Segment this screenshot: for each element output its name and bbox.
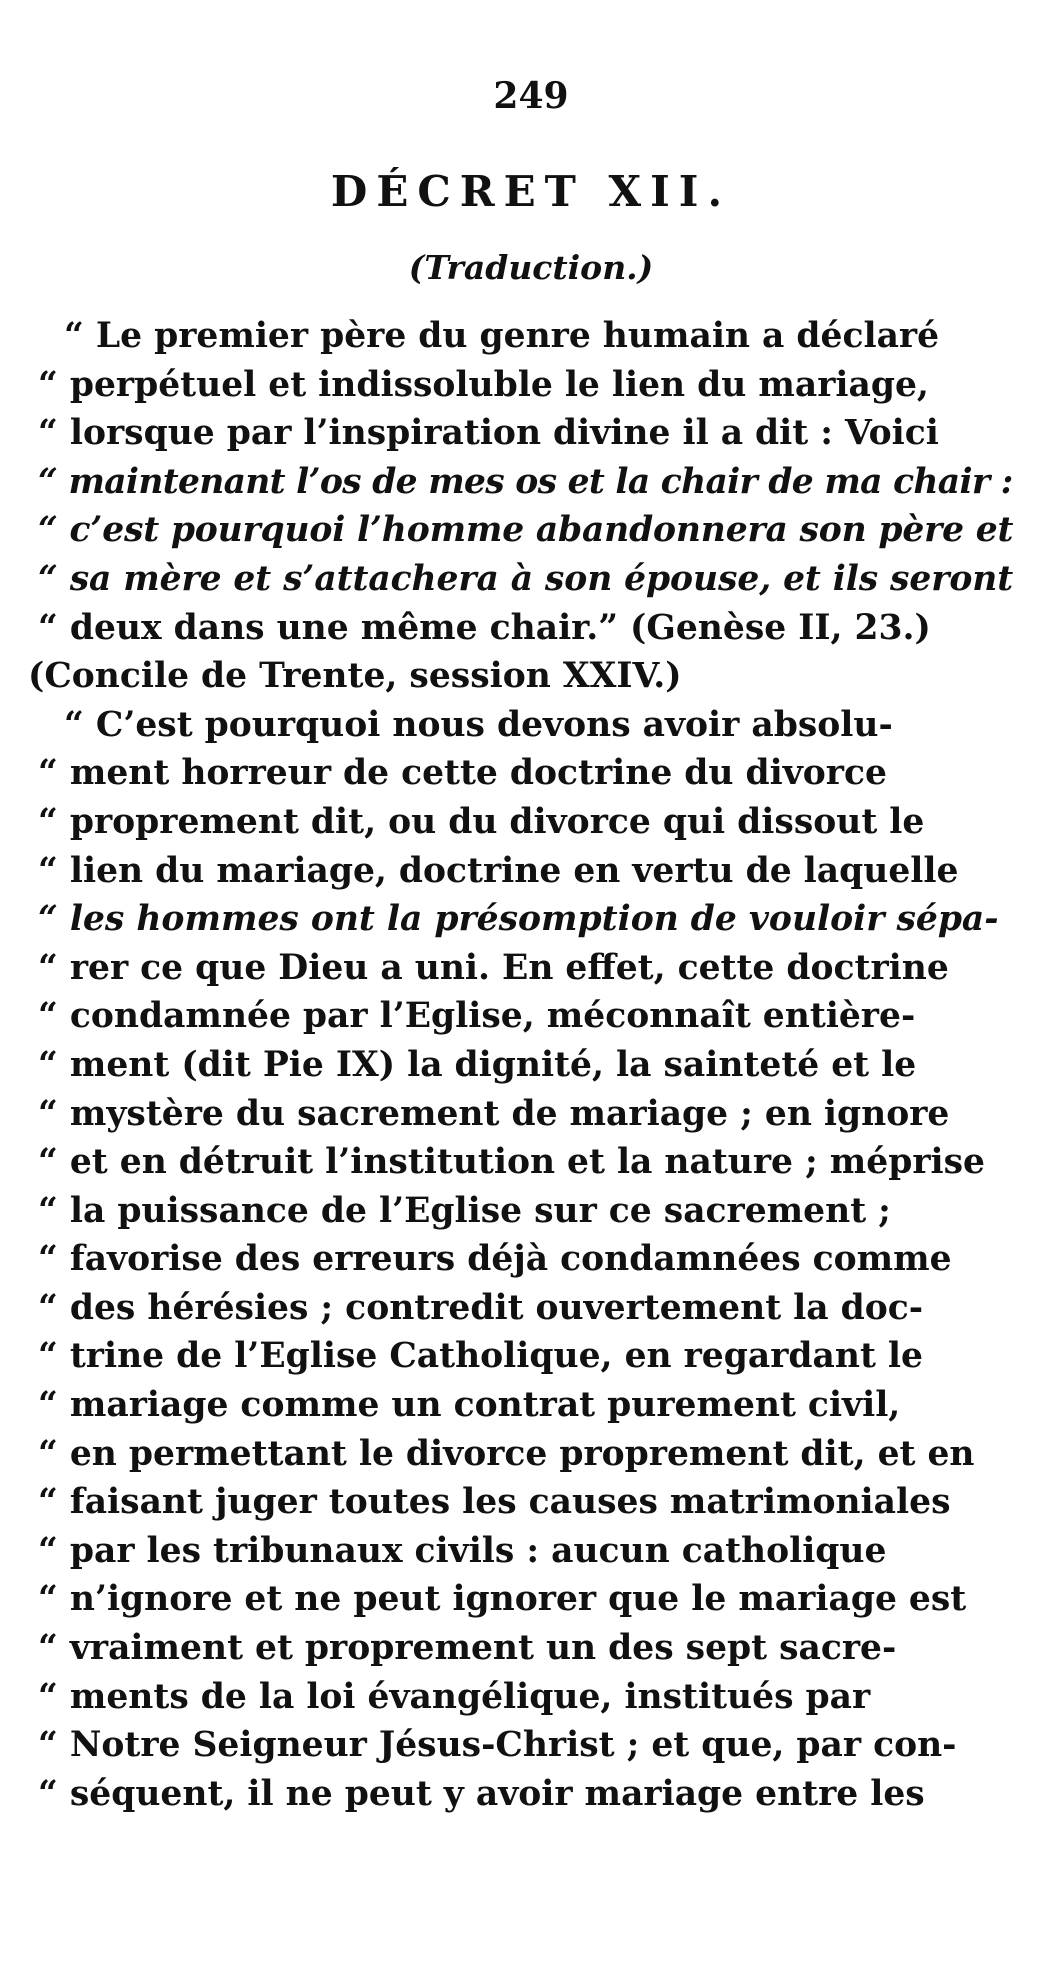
text-line: “ Notre Seigneur Jésus-Christ ; et que, par con- bbox=[38, 1725, 957, 1766]
text-line: “ ment horreur de cette doctrine du divorce bbox=[38, 753, 887, 794]
translation-subtitle: (Traduction.) bbox=[408, 248, 654, 287]
decree-title: DÉCRET XII. bbox=[330, 167, 732, 216]
text-line: “ ments de la loi évangélique, institués par bbox=[38, 1676, 871, 1717]
decree-body-text bbox=[28, 312, 1013, 1818]
text-line: “ la puissance de l’Eglise sur ce sacrement ; bbox=[38, 1190, 891, 1231]
text-line: “ vraiment et proprement un des sept sacre- bbox=[38, 1628, 897, 1669]
text-line: “ deux dans une même chair.” (Genèse II, 23.) bbox=[38, 607, 931, 648]
text-line: “ condamnée par l’Eglise, méconnaît entière- bbox=[38, 996, 916, 1037]
text-line: “ sa mère et s’attachera à son épouse, et ils seront bbox=[38, 558, 1013, 599]
text-line: “ et en détruit l’institution et la nature ; méprise bbox=[38, 1142, 985, 1183]
text-line: “ séquent, il ne peut y avoir mariage entre les bbox=[38, 1773, 925, 1814]
text-line: (Concile de Trente, session XXIV.) bbox=[28, 656, 682, 697]
text-line: “ C’est pourquoi nous devons avoir absolu- bbox=[64, 704, 893, 745]
text-line: “ perpétuel et indissoluble le lien du mariage, bbox=[38, 364, 929, 405]
text-line: “ faisant juger toutes les causes matrimoniales bbox=[38, 1482, 951, 1523]
page-number: 249 bbox=[493, 75, 569, 117]
text-line: “ ment (dit Pie IX) la dignité, la sainteté et le bbox=[38, 1044, 917, 1085]
text-line: “ c’est pourquoi l’homme abandonnera son père et bbox=[38, 510, 1013, 551]
text-line: “ par les tribunaux civils : aucun catholique bbox=[38, 1530, 887, 1571]
text-line: “ lien du mariage, doctrine en vertu de laquelle bbox=[38, 850, 959, 891]
text-line: “ Le premier père du genre humain a déclaré bbox=[64, 316, 940, 356]
text-line: “ rer ce que Dieu a uni. En effet, cette doctrine bbox=[38, 947, 949, 988]
text-line: “ favorise des erreurs déjà condamnées comme bbox=[38, 1239, 952, 1280]
text-line: “ trine de l’Eglise Catholique, en regardant le bbox=[38, 1336, 923, 1377]
text-line: “ maintenant l’os de mes os et la chair de ma chair : bbox=[38, 461, 1013, 502]
text-line: “ en permettant le divorce proprement dit, et en bbox=[38, 1433, 975, 1474]
text-line: “ proprement dit, ou du divorce qui dissout le bbox=[38, 801, 925, 842]
text-line: “ lorsque par l’inspiration divine il a dit : Voici bbox=[38, 413, 939, 454]
text-line: “ mariage comme un contrat purement civil, bbox=[38, 1385, 901, 1426]
text-line: “ des hérésies ; contredit ouvertement la doc- bbox=[38, 1287, 924, 1328]
text-line: “ n’ignore et ne peut ignorer que le mariage est bbox=[38, 1579, 967, 1620]
text-line: “ les hommes ont la présomption de vouloir sépa- bbox=[38, 899, 999, 940]
text-line: “ mystère du sacrement de mariage ; en ignore bbox=[38, 1093, 950, 1134]
